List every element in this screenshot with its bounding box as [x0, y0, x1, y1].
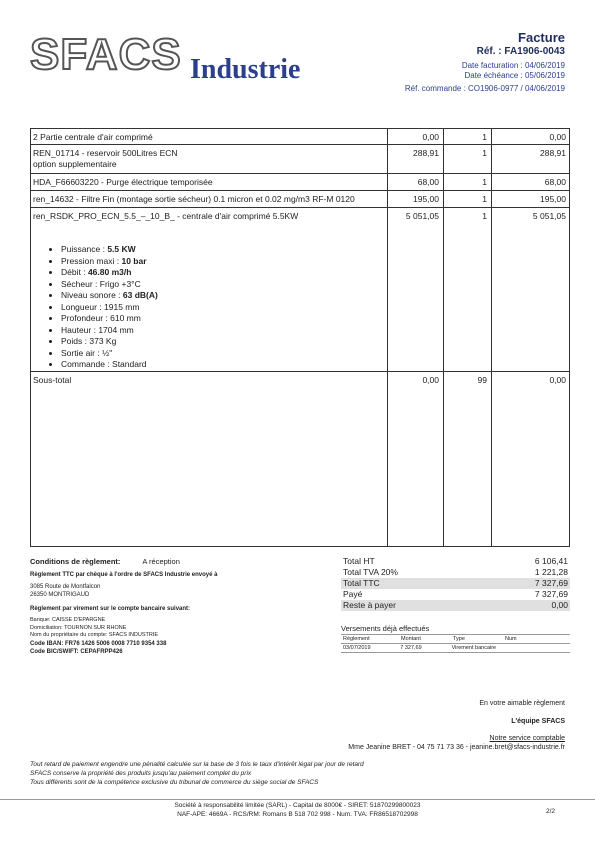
invoice-title: Facture: [518, 30, 565, 45]
subtotal-qty: 99: [477, 375, 487, 385]
list-item: • Profondeur : 610 mm: [61, 313, 158, 325]
payments-title: Versements déjà effectués: [341, 624, 570, 635]
table-row: [31, 191, 569, 208]
item-total: 68,00: [544, 177, 566, 187]
item-total: 195,00: [540, 194, 566, 204]
items-table: [30, 128, 570, 547]
table-row: [31, 129, 569, 145]
due-date: Date échéance : 05/06/2019: [464, 71, 565, 80]
legal-line: SFACS conserve la propriété des produits jusqu'au paiement complet du prix: [30, 770, 252, 777]
remaining-row: Reste à payer 0,00: [343, 600, 568, 610]
list-item: • Longueur : 1915 mm: [61, 302, 158, 314]
payments-header: Règlement Montant Type Num: [341, 635, 570, 644]
logo-industrie-text: Industrie: [190, 54, 301, 85]
item-total: 5 051,05: [532, 211, 566, 221]
total-ttc-row: Total TTC 7 327,69: [343, 578, 568, 588]
item-description: HDA_F66603220 - Purge électrique temporisée: [33, 177, 213, 187]
item-total: 288,91: [540, 148, 566, 158]
item-qty: 1: [482, 211, 487, 221]
item-description: [33, 148, 178, 170]
closing-greeting: En votre aimable règlement: [479, 700, 565, 707]
subtotal-label: Sous-total: [33, 375, 72, 385]
invoice-header: [405, 30, 565, 94]
list-item: • Sortie air : ½": [61, 348, 158, 360]
list-item: • Sécheur : Frigo +3°C: [61, 279, 158, 291]
bank-name: Banque: CAISSE D'EPARGNE: [30, 617, 106, 623]
table-row: 03/07/2019 7 327,69 Virement bancaire: [341, 644, 570, 653]
page-number: 2/2: [545, 808, 555, 815]
account-owner: Nom du propriétaire du compte: SFACS INDUSTRIE: [30, 632, 159, 638]
billing-date: Date facturation : 04/06/2019: [461, 61, 565, 70]
list-item: • Puissance : 5.5 KW: [61, 244, 158, 256]
item-qty: 1: [482, 132, 487, 142]
item-qty: 1: [482, 148, 487, 158]
item-price: 195,00: [413, 194, 439, 204]
list-item: • Hauteur : 1704 mm: [61, 325, 158, 337]
total-ht-row: Total HT 6 106,41: [343, 556, 568, 566]
subtotal-total: 0,00: [549, 375, 566, 385]
item-price: 288,91: [413, 148, 439, 158]
legal-line: Tout retard de paiement engendre une pénalité calculée sur la base de 3 fois le taux d'intérêt légal par jour de retard: [30, 761, 364, 768]
closing-service: Notre service comptable: [489, 735, 565, 742]
total-tva-row: Total TVA 20% 1 221,28: [343, 567, 568, 577]
closing-contact: Mme Jeanine BRET - 04 75 71 73 36 - jeanine.bret@sfacs-industrie.fr: [348, 744, 565, 751]
list-item: • Poids : 373 Kg: [61, 336, 158, 348]
payment-conditions: [30, 557, 330, 656]
item-description: ren_RSDK_PRO_ECN_5.5_–_10_B_ - centrale d'air comprimé 5.5KW: [33, 211, 299, 221]
item-price: 0,00: [422, 132, 439, 142]
order-ref: Réf. commande : CO1906-0977 / 04/06/2019: [404, 84, 565, 93]
closing-team: L'équipe SFACS: [511, 718, 565, 725]
table-row: [31, 145, 569, 174]
item-description: ren_14632 - Filtre Fin (montage sortie sécheur) 0.1 micron et 0.02 mg/m3 RF-M 0120: [33, 194, 355, 204]
iban: Code IBAN: FR76 1426 5006 0008 7710 9354 338: [30, 640, 167, 647]
paid-row: Payé 7 327,69: [343, 589, 568, 599]
footer-line-2: NAF-APE: 4669A - RCS/RM: Romans B 518 702 998 - Num. TVA: FR86518702998: [177, 811, 418, 818]
page-footer: [0, 799, 595, 819]
payments-table: [341, 624, 570, 653]
item-qty: 1: [482, 194, 487, 204]
totals-table: [341, 556, 570, 611]
list-item: • Pression maxi : 10 bar: [61, 256, 158, 268]
footer-line-1: Société à responsabilité limitée (SARL) - Capital de 8000€ - SIRET: 51870299800023: [174, 802, 421, 809]
conditions-value: A réception: [142, 557, 180, 566]
transfer-title: Règlement par virement sur le compte bancaire suivant:: [30, 606, 191, 612]
company-logo: [30, 30, 320, 90]
item-description: 2 Partie centrale d'air comprimé: [33, 132, 153, 142]
spec-list: [61, 244, 158, 371]
legal-line: Tous différents sont de la compétence exclusive du tribunal de commerce du siège social de SFACS: [30, 779, 319, 786]
conditions-label: Conditions de règlement:: [30, 557, 121, 566]
table-row: [31, 174, 569, 191]
list-item: • Débit : 46.80 m3/h: [61, 267, 158, 279]
cheque-address-1: 3085 Route de Montfalcon: [30, 584, 101, 590]
item-qty: 1: [482, 177, 487, 187]
item-description-line2: option supplementaire: [33, 159, 117, 169]
invoice-ref: Réf. : FA1906-0043: [476, 46, 565, 57]
subtotal-price: 0,00: [422, 375, 439, 385]
item-description-line1: REN_01714 - reservoir 500Litres ECN: [33, 148, 178, 158]
list-item: • Niveau sonore : 63 dB(A): [61, 290, 158, 302]
item-total: 0,00: [549, 132, 566, 142]
list-item: • Commande : Standard: [61, 359, 158, 371]
bic: Code BIC/SWIFT: CEPAFRPP426: [30, 648, 123, 655]
item-price: 5 051,05: [405, 211, 439, 221]
cheque-address-2: 26350 MONTRIGAUD: [30, 592, 90, 598]
conditions-line: [30, 557, 330, 571]
legal-notes: [30, 760, 364, 787]
cheque-title: Règlement TTC par chèque à l'ordre de SFACS Industrie envoyé à: [30, 572, 218, 578]
bank-domiciliation: Domiciliation: TOURNON SUR RHONE: [30, 624, 127, 631]
logo-sfacs-text: SFACS: [30, 30, 182, 79]
item-price: 68,00: [417, 177, 439, 187]
